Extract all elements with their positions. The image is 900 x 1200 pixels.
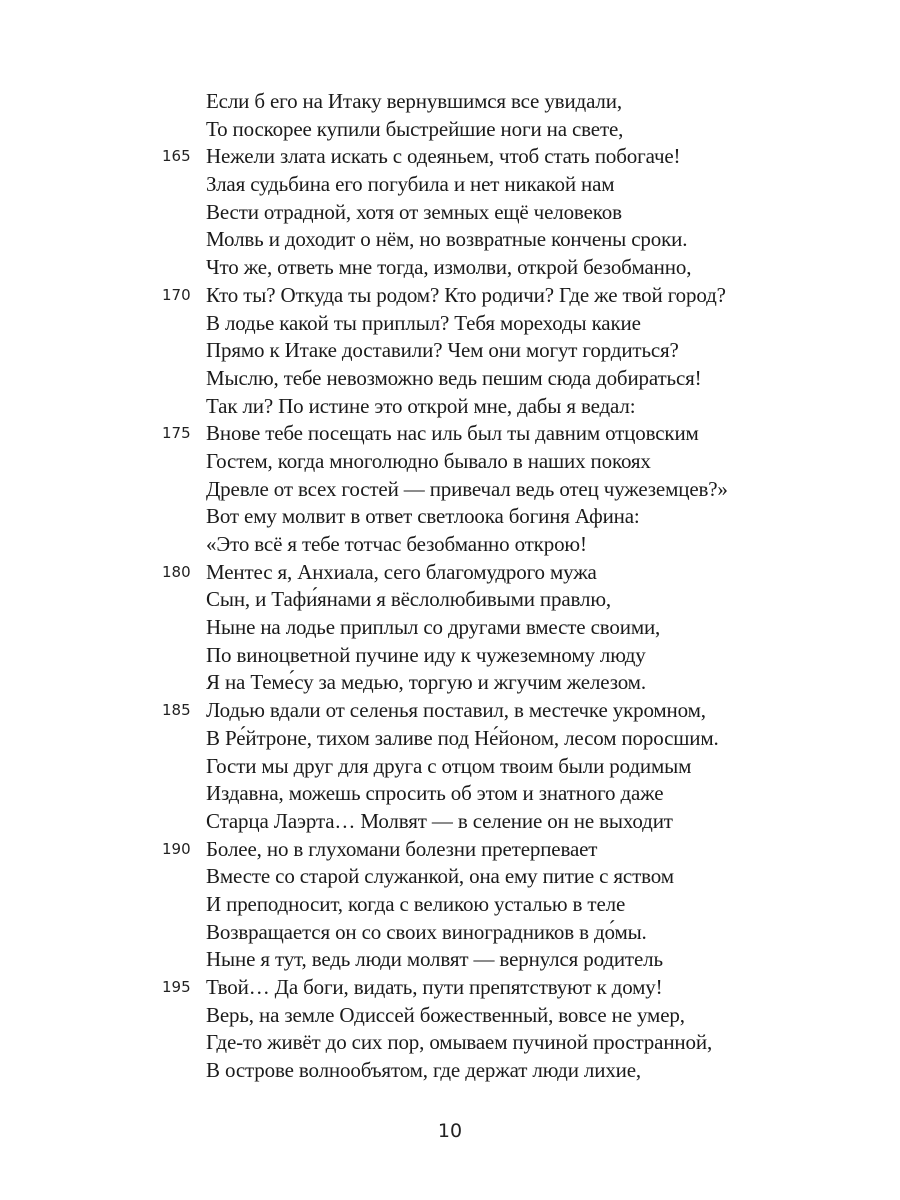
line-number: 185: [162, 701, 191, 720]
line-text: Гости мы друг для друга с отцом твоим были родимым: [206, 753, 692, 778]
line-text: Злая судьбина его погубила и нет никакой нам: [206, 172, 615, 197]
line-number: 175: [162, 424, 191, 443]
line-text: Ныне на лодье приплыл со другами вместе своими,: [206, 615, 661, 640]
page-number: 10: [437, 1120, 463, 1142]
line-text: Внове тебе посещать нас иль был ты давним отцовским: [206, 421, 699, 446]
line-text: Молвь и доходит о нём, но возвратные кончены сроки.: [206, 227, 688, 252]
verse-line: [0, 254, 900, 282]
verse-line: [0, 780, 900, 808]
line-text: И преподносит, когда с великою усталью в теле: [206, 891, 626, 916]
verse-line: [0, 199, 900, 227]
line-text: Более, но в глухомани болезни претерпевает: [206, 836, 598, 861]
line-text: Лодью вдали от селенья поставил, в местечке укромном,: [206, 698, 706, 723]
line-number: 180: [162, 562, 191, 581]
line-text: Вести отрадной, хотя от земных ещё человеков: [206, 199, 622, 224]
verse-line: [0, 614, 900, 642]
line-text: Мыслю, тебе невозможно ведь пешим сюда добираться!: [206, 365, 702, 390]
verse-line: [0, 919, 900, 947]
line-text: Прямо к Итаке доставили? Чем они могут гордиться?: [206, 338, 679, 363]
line-text: Кто ты? Откуда ты родом? Кто родичи? Где же твой город?: [206, 282, 726, 307]
verse-line: [0, 586, 900, 614]
verse-line: [0, 836, 900, 864]
verse-line: [0, 226, 900, 254]
line-text: Возвращается он со своих виноградников в до́мы.: [206, 919, 647, 944]
line-text: По виноцветной пучине иду к чужеземному люду: [206, 642, 646, 667]
verse-line: [0, 531, 900, 559]
line-text: В Ре́йтроне, тихом заливе под Не́йоном, лесом поросшим.: [206, 725, 719, 750]
line-text: Вот ему молвит в ответ светлоока богиня Афина:: [206, 504, 640, 529]
verse-line: [0, 1029, 900, 1057]
verse-line: [0, 116, 900, 144]
verse-line: [0, 503, 900, 531]
verse-line: [0, 476, 900, 504]
verse-line: [0, 725, 900, 753]
verse-line: [0, 808, 900, 836]
line-text: Древле от всех гостей — привечал ведь отец чужеземцев?»: [206, 476, 728, 501]
verse-line: [0, 891, 900, 919]
verse-line: [0, 753, 900, 781]
line-text: Ныне я тут, ведь люди молвят — вернулся родитель: [206, 947, 663, 972]
line-text: Если б его на Итаку вернувшимся все увидали,: [206, 89, 622, 113]
line-text: Где-то живёт до сих пор, омываем пучиной пространной,: [206, 1030, 713, 1055]
verse-line: [0, 559, 900, 587]
line-text: Нежели злата искать с одеяньем, чтоб стать побогаче!: [206, 144, 681, 169]
verse-line: [0, 310, 900, 338]
line-text: В лодье какой ты приплыл? Тебя мореходы какие: [206, 310, 641, 335]
line-text: Что же, ответь мне тогда, измолви, открой безобманно,: [206, 255, 692, 280]
line-text: Издавна, можешь спросить об этом и знатного даже: [206, 781, 664, 806]
line-text: Гостем, когда многолюдно бывало в наших покоях: [206, 448, 651, 473]
verse-line: [0, 642, 900, 670]
verse-line: [0, 1002, 900, 1030]
line-number: 195: [162, 978, 191, 996]
line-text: Я на Теме́су за медью, торгую и жгучим железом.: [206, 670, 646, 695]
line-text: «Это всё я тебе тотчас безобманно открою!: [206, 532, 587, 556]
verse-line: [0, 697, 900, 725]
line-text: Вместе со старой служанкой, она ему питие с яством: [206, 864, 674, 889]
verse-line: [0, 337, 900, 365]
line-text: Старца Лаэрта… Молвят — в селение он не выходит: [206, 808, 673, 833]
verse-line: [0, 143, 900, 171]
line-text: В острове волнообъятом, где держат люди лихие,: [206, 1058, 642, 1083]
verse-line: [0, 420, 900, 448]
line-text: Ментес я, Анхиала, сего благомудрого мужа: [206, 559, 597, 584]
line-number: 165: [162, 147, 191, 166]
line-text: То поскорее купили быстрейшие ноги на свете,: [206, 116, 624, 141]
verse-line: [0, 171, 900, 199]
line-text: Так ли? По истине это открой мне, дабы я ведал:: [206, 393, 636, 418]
line-number: 190: [162, 839, 191, 858]
verse-line: [0, 863, 900, 891]
poem-verse: [0, 88, 900, 1085]
verse-line: [0, 669, 900, 697]
verse-line: [0, 974, 900, 1002]
line-number: 170: [162, 285, 191, 304]
line-text: Верь, на земле Одиссей божественный, вовсе не умер,: [206, 1002, 685, 1027]
verse-line: [0, 282, 900, 310]
verse-line: [0, 946, 900, 974]
verse-line: [0, 1057, 900, 1085]
line-text: Твой… Да боги, видать, пути препятствуют к дому!: [206, 975, 663, 999]
verse-line: [0, 365, 900, 393]
verse-line: [0, 448, 900, 476]
verse-line: [0, 393, 900, 421]
verse-line: [0, 88, 900, 116]
line-text: Сын, и Тафи́янами я вёслолюбивыми правлю,: [206, 587, 611, 612]
